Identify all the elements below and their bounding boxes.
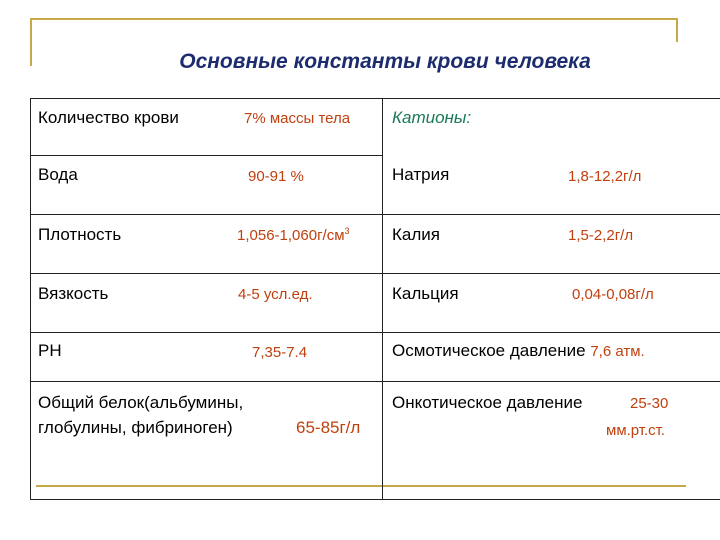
value-potassium: 1,5-2,2г/л [568,227,634,244]
row-divider [30,273,720,274]
label-oncotic-pressure: Онкотическое давление [392,393,583,412]
value-viscosity: 4-5 усл.ед. [238,286,313,303]
osmotic-pressure-text: Осмотическое давление [392,341,586,360]
value-sodium: 1,8-12,2г/л [568,168,642,185]
value-ph: 7,35-7.4 [252,344,308,361]
row-divider [30,214,720,215]
column-divider [30,98,31,500]
value-osmotic-pressure: 7,6 атм. [590,343,645,360]
label-ph: РН [38,341,62,360]
label-osmotic-pressure [392,341,645,361]
value-water: 90-91 % [248,168,304,185]
value-density-superscript: 3 [344,226,350,236]
value-total-protein: 65-85г/л [296,418,361,437]
value-blood-volume: 7% массы тела [244,110,351,127]
label-calcium: Кальция [392,284,459,303]
row-divider [30,381,720,382]
frame-top-line [30,18,678,20]
row-divider [30,332,720,333]
slide-title: Основные константы крови человека [179,50,591,73]
value-density [237,227,350,244]
table-bottom-accent [36,485,686,487]
value-oncotic-pressure-line1: 25-30 [630,395,669,412]
value-oncotic-pressure-line2: мм.рт.ст. [606,422,666,439]
label-total-protein-line2: глобулины, фибриноген) [38,418,233,437]
row-divider [30,155,382,156]
column-divider [382,98,383,500]
row-divider [30,98,720,99]
label-sodium: Натрия [392,165,450,184]
value-density-text: 1,056-1,060г/см [237,227,345,244]
cations-header: Катионы: [392,108,472,127]
table-bottom-line [30,499,720,500]
label-water: Вода [38,165,78,184]
frame-right-line [676,18,678,42]
label-viscosity: Вязкость [38,284,109,303]
label-potassium: Калия [392,225,440,244]
label-density: Плотность [38,225,122,244]
label-total-protein-line1: Общий белок(альбумины, [38,393,244,412]
label-blood-volume: Количество крови [38,108,179,127]
value-calcium: 0,04-0,08г/л [572,286,654,303]
